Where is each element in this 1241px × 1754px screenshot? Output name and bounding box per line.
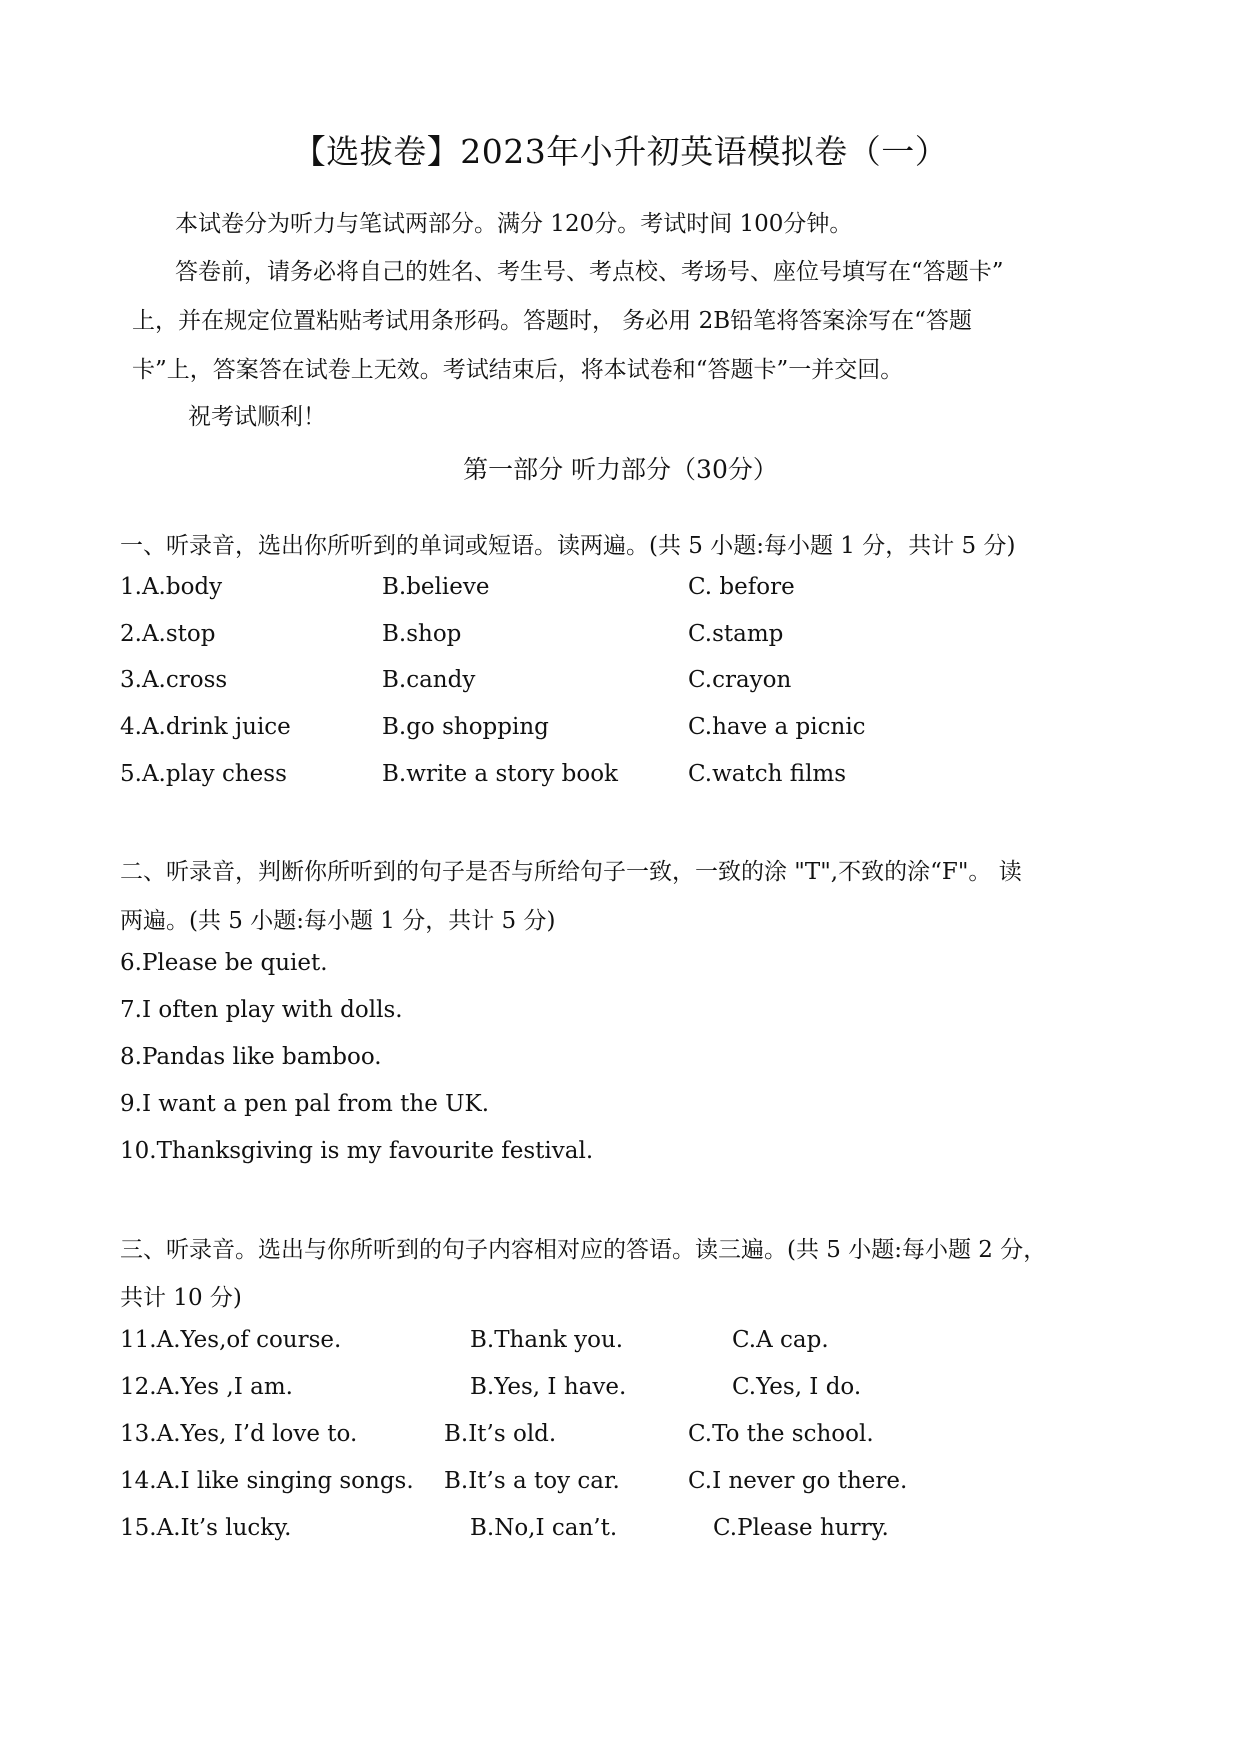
intro-line-2: 答卷前，请务必将自己的姓名、考生号、考点校、考场号、座位号填写在“答题卡” — [175, 259, 1004, 285]
option-c: C.crayon — [688, 667, 792, 693]
option-a: 4.A.drink juice — [120, 714, 291, 740]
option-c: C.A cap. — [732, 1327, 829, 1353]
intro-line-4: 卡”上，答案答在试卷上无效。考试结束后，将本试卷和“答题卡”一并交回。 — [132, 357, 904, 383]
exam-title: 【选拔卷】2023年小升初英语模拟卷（一） — [292, 132, 949, 171]
option-a: 1.A.body — [120, 574, 223, 600]
option-b: B.go shopping — [382, 714, 549, 740]
option-b: B.It’s a toy car. — [444, 1468, 620, 1494]
option-b: B.candy — [382, 667, 476, 693]
section3-heading: 三、听录音。选出与你所听到的句子内容相对应的答语。读三遍。(共 5 小题:每小题 2 分， — [120, 1237, 1047, 1263]
section1-heading: 一、听录音，选出你所听到的单词或短语。读两遍。(共 5 小题:每小题 1 分，共计 5 分) — [120, 533, 1016, 559]
option-c: C.Yes, I do. — [732, 1374, 862, 1400]
statement-item: 6.Please be quiet. — [120, 950, 328, 976]
section2-heading-cont: 两遍。(共 5 小题:每小题 1 分，共计 5 分) — [120, 908, 556, 934]
option-b: B.Yes, I have. — [470, 1374, 627, 1400]
intro-line-5: 祝考试顺利！ — [188, 404, 326, 430]
part1-title: 第一部分 听力部分（30分） — [463, 455, 778, 484]
option-a: 14.A.I like singing songs. — [120, 1468, 414, 1494]
intro-line-1: 本试卷分为听力与笔试两部分。满分 120分。考试时间 100分钟。 — [175, 211, 853, 237]
statement-item: 8.Pandas like bamboo. — [120, 1044, 382, 1070]
option-a: 3.A.cross — [120, 667, 228, 693]
option-c: C.watch films — [688, 761, 847, 787]
option-c: C.Please hurry. — [713, 1515, 889, 1541]
option-b: B.believe — [382, 574, 490, 600]
option-c: C. before — [688, 574, 795, 600]
option-c: C.To the school. — [688, 1421, 874, 1447]
statement-item: 7.I often play with dolls. — [120, 997, 403, 1023]
option-a: 2.A.stop — [120, 621, 216, 647]
option-a: 12.A.Yes ,I am. — [120, 1374, 293, 1400]
option-a: 5.A.play chess — [120, 761, 287, 787]
statement-item: 9.I want a pen pal from the UK. — [120, 1091, 490, 1117]
section3-heading-cont: 共计 10 分) — [120, 1285, 242, 1311]
option-b: B.shop — [382, 621, 462, 647]
option-b: B.Thank you. — [470, 1327, 624, 1353]
option-c: C.stamp — [688, 621, 784, 647]
option-b: B.It’s old. — [444, 1421, 557, 1447]
option-c: C.I never go there. — [688, 1468, 908, 1494]
section2-heading: 二、听录音，判断你所听到的句子是否与所给句子一致，一致的涂 "T",不致的涂“F"。 读 — [120, 859, 1022, 885]
option-c: C.have a picnic — [688, 714, 866, 740]
option-b: B.write a story book — [382, 761, 618, 787]
statement-item: 10.Thanksgiving is my favourite festival. — [120, 1138, 594, 1164]
option-b: B.No,I can’t. — [470, 1515, 618, 1541]
option-a: 11.A.Yes,of course. — [120, 1327, 342, 1353]
option-a: 15.A.It’s lucky. — [120, 1515, 292, 1541]
intro-line-3: 上，并在规定位置粘贴考试用条形码。答题时， 务必用 2B铅笔将答案涂写在“答题 — [132, 308, 972, 334]
option-a: 13.A.Yes, I’d love to. — [120, 1421, 358, 1447]
